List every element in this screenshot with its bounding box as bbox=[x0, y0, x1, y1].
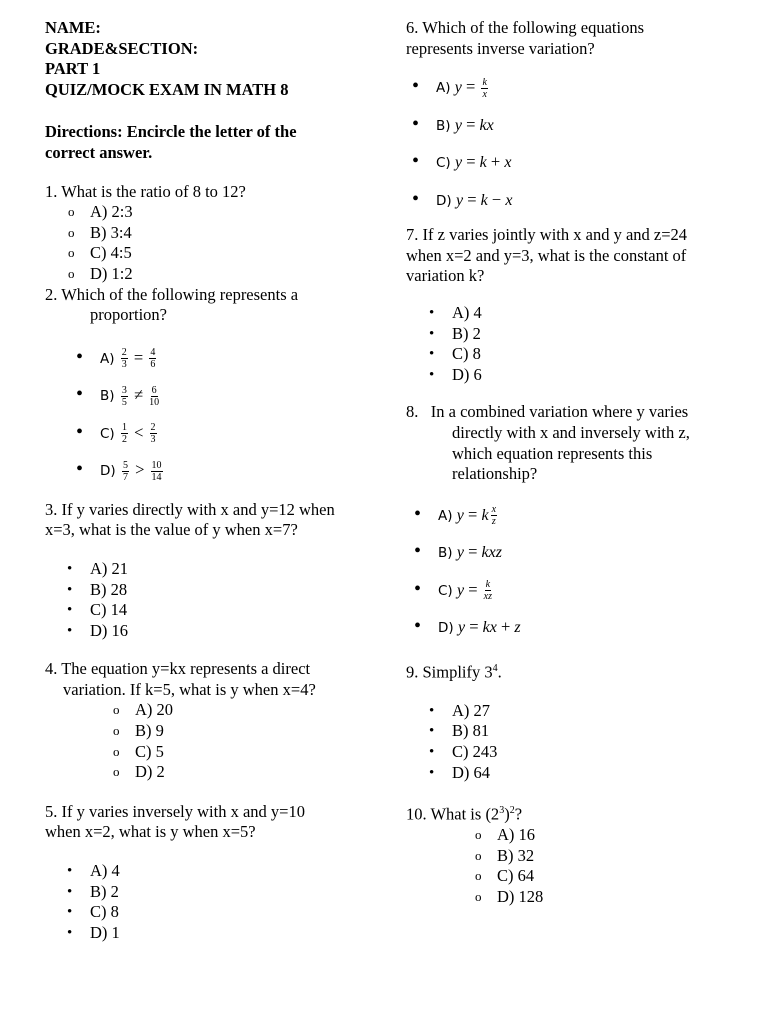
question-9: 9. Simplify $3^4$. bbox=[406, 662, 502, 682]
q5-choice-a[interactable]: • A) 4 bbox=[90, 861, 365, 882]
question-7-line-2: when x=2 and y=3, what is the constant of bbox=[406, 245, 687, 265]
question-4-line-1: 4. The equation y=kx represents a direct bbox=[45, 659, 311, 679]
question-8-line-3: which equation represents this bbox=[452, 443, 653, 463]
question-7-line-3: variation k? bbox=[406, 266, 485, 286]
q7-choice-b[interactable]: • B) 2 bbox=[452, 324, 726, 345]
question-5-line-1: 5. If y varies inversely with x and y=10 bbox=[45, 801, 305, 821]
question-8-choices bbox=[438, 497, 726, 647]
q5-choice-b[interactable]: • B) 2 bbox=[90, 882, 365, 903]
q6-choice-d[interactable]: • D) y = k − x bbox=[436, 182, 726, 220]
q8-choice-a[interactable]: • A) y = k $\frac{x}{z}$ bbox=[438, 497, 726, 535]
question-8-line-4: relationship? bbox=[452, 464, 538, 484]
question-2-line-2: proportion? bbox=[90, 305, 167, 325]
question-10: 10. What is $(2^3)^2$? bbox=[406, 804, 523, 824]
question-7-choices bbox=[452, 303, 726, 385]
q5-choice-c[interactable]: • C) 8 bbox=[90, 902, 365, 923]
q7-choice-c[interactable]: • C) 8 bbox=[452, 344, 726, 365]
q6-choice-b[interactable]: • B) y = kx bbox=[436, 107, 726, 145]
q6-choice-c[interactable]: • C) y = k + x bbox=[436, 144, 726, 182]
question-1-choices bbox=[90, 202, 365, 284]
exam-title: QUIZ/MOCK EXAM IN MATH 8 bbox=[45, 79, 289, 99]
grade-section-label: GRADE&SECTION: bbox=[45, 38, 199, 58]
question-6-line-2: represents inverse variation? bbox=[406, 38, 595, 58]
question-5-choices bbox=[90, 861, 365, 943]
question-3-line-2: x=3, what is the value of y when x=7? bbox=[45, 520, 298, 540]
q3-choice-d[interactable]: • D) 16 bbox=[90, 621, 365, 642]
q10-choice-b[interactable]: o B) 32 bbox=[497, 846, 726, 867]
q4-choice-d[interactable]: o D) 2 bbox=[135, 762, 365, 783]
q1-choice-c[interactable]: o C) 4:5 bbox=[90, 243, 365, 264]
q1-choice-d[interactable]: o D) 1:2 bbox=[90, 264, 365, 285]
q10-choice-c[interactable]: o C) 64 bbox=[497, 866, 726, 887]
q3-choice-a[interactable]: • A) 21 bbox=[90, 559, 365, 580]
question-3-choices bbox=[90, 559, 365, 641]
question-7-line-1: 7. If z varies jointly with x and y and z=24 bbox=[406, 225, 688, 245]
question-4-choices bbox=[135, 700, 365, 782]
q9-choice-d[interactable]: • D) 64 bbox=[452, 763, 726, 784]
q1-choice-a[interactable]: o A) 2:3 bbox=[90, 202, 365, 223]
question-5-line-2: when x=2, what is y when x=5? bbox=[45, 822, 256, 842]
question-9-choices bbox=[452, 701, 726, 783]
q7-choice-a[interactable]: • A) 4 bbox=[452, 303, 726, 324]
q2-choice-c[interactable]: • C) $\frac{1}{2}$ < $\frac{2}{3}$ bbox=[100, 415, 365, 453]
q3-choice-b[interactable]: • B) 28 bbox=[90, 580, 365, 601]
q7-choice-d[interactable]: • D) 6 bbox=[452, 365, 726, 386]
q4-choice-c[interactable]: o C) 5 bbox=[135, 742, 365, 763]
q5-choice-d[interactable]: • D) 1 bbox=[90, 923, 365, 944]
part-label: PART 1 bbox=[45, 59, 101, 79]
question-6-choices bbox=[436, 69, 726, 219]
q9-choice-b[interactable]: • B) 81 bbox=[452, 721, 726, 742]
q8-choice-c[interactable]: • C) y = $\frac{k}{xz}$ bbox=[438, 572, 726, 610]
question-4-line-2: variation. If k=5, what is y when x=4? bbox=[63, 679, 316, 699]
question-2-choices bbox=[100, 340, 365, 490]
q10-choice-d[interactable]: o D) 128 bbox=[497, 887, 726, 908]
question-10-choices bbox=[497, 825, 726, 907]
left-column bbox=[45, 18, 365, 943]
q9-choice-a[interactable]: • A) 27 bbox=[452, 701, 726, 722]
name-label: NAME: bbox=[45, 18, 101, 37]
q3-choice-c[interactable]: • C) 14 bbox=[90, 600, 365, 621]
question-2-line-1: 2. Which of the following represents a bbox=[45, 284, 299, 304]
directions-line-2: correct answer. bbox=[45, 142, 153, 162]
q10-choice-a[interactable]: o A) 16 bbox=[497, 825, 726, 846]
q9-choice-c[interactable]: • C) 243 bbox=[452, 742, 726, 763]
question-1: 1. What is the ratio of 8 to 12? bbox=[45, 181, 246, 201]
directions-line-1: Directions: Encircle the letter of the bbox=[45, 122, 297, 142]
question-8-line-1: 8. In a combined variation where y varies bbox=[406, 402, 689, 422]
q6-choice-a[interactable]: • A) y = $\frac{k}{x}$ bbox=[436, 69, 726, 107]
q8-choice-b[interactable]: • B) y = kxz bbox=[438, 534, 726, 572]
q2-choice-d[interactable]: • D) $\frac{5}{7}$ > $\frac{10}{14}$ bbox=[100, 452, 365, 490]
question-3-line-1: 3. If y varies directly with x and y=12 when bbox=[45, 499, 335, 519]
q1-choice-b[interactable]: o B) 3:4 bbox=[90, 223, 365, 244]
q2-choice-a[interactable]: • A) $\frac{2}{3}$ = $\frac{4}{6}$ bbox=[100, 340, 365, 378]
q4-choice-a[interactable]: o A) 20 bbox=[135, 700, 365, 721]
right-column bbox=[406, 18, 726, 908]
question-6-line-1: 6. Which of the following equations bbox=[406, 18, 644, 37]
q8-choice-d[interactable]: • D) y = kx + z bbox=[438, 609, 726, 647]
q4-choice-b[interactable]: o B) 9 bbox=[135, 721, 365, 742]
question-8-line-2: directly with x and inversely with z, bbox=[452, 422, 690, 442]
q2-choice-b[interactable]: • B) $\frac{3}{5}$ ≠ $\frac{6}{10}$ bbox=[100, 377, 365, 415]
